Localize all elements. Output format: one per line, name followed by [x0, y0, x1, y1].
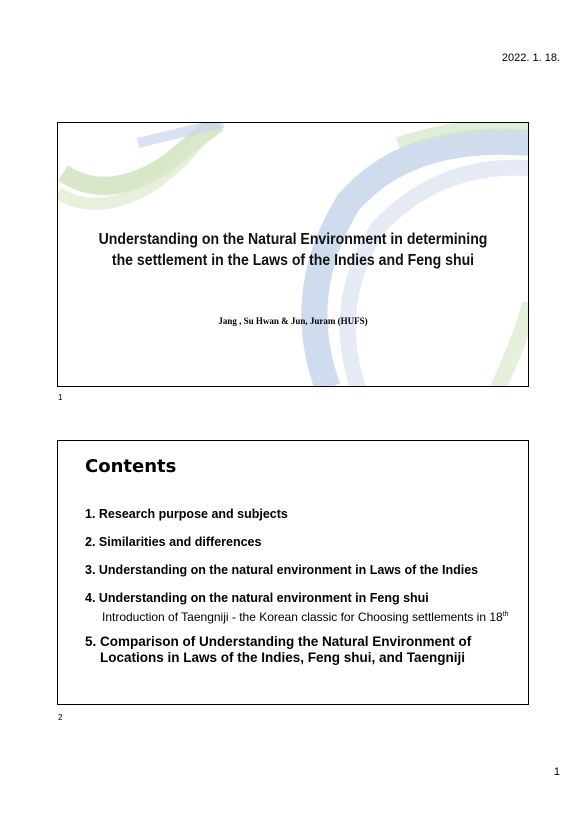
- toc-subitem-superscript: th: [502, 611, 509, 618]
- presentation-title: [86, 229, 500, 271]
- table-of-contents: [85, 507, 514, 666]
- toc-subitem-4: [85, 608, 514, 624]
- toc-item-1: 1. Research purpose and subjects: [85, 507, 288, 521]
- contents-heading: Contents: [85, 456, 177, 477]
- authors: Jang , Su Hwan & Jun, Juram (HUFS): [218, 316, 368, 326]
- toc-item-5-line-2: Locations in Laws of the Indies, Feng shui, and Taengniji: [100, 650, 466, 665]
- page-number: 1: [553, 766, 560, 778]
- toc-item-3: 3. Understanding on the natural environment in Laws of the Indies: [85, 563, 479, 577]
- toc-item-4: 4. Understanding on the natural environment in Feng shui: [85, 591, 429, 605]
- document-date: 2022. 1. 18.: [501, 52, 560, 64]
- toc-item-5-line-1: 5. Comparison of Understanding the Natural Environment of: [85, 634, 472, 649]
- title-line-1: Understanding on the Natural Environment in determining: [98, 231, 488, 248]
- toc-item-5: [85, 634, 514, 666]
- slide-number-2: 2: [58, 713, 63, 722]
- contents-slide: [57, 440, 529, 705]
- title-slide: [57, 122, 529, 387]
- slide-number-1: 1: [58, 393, 63, 402]
- toc-subitem-text: Introduction of Taengniji - the Korean classic for Choosing settlements in 18: [102, 610, 503, 624]
- toc-item-2: 2. Similarities and differences: [85, 535, 262, 549]
- title-line-2: the settlement in the Laws of the Indies and Feng shui: [111, 252, 475, 269]
